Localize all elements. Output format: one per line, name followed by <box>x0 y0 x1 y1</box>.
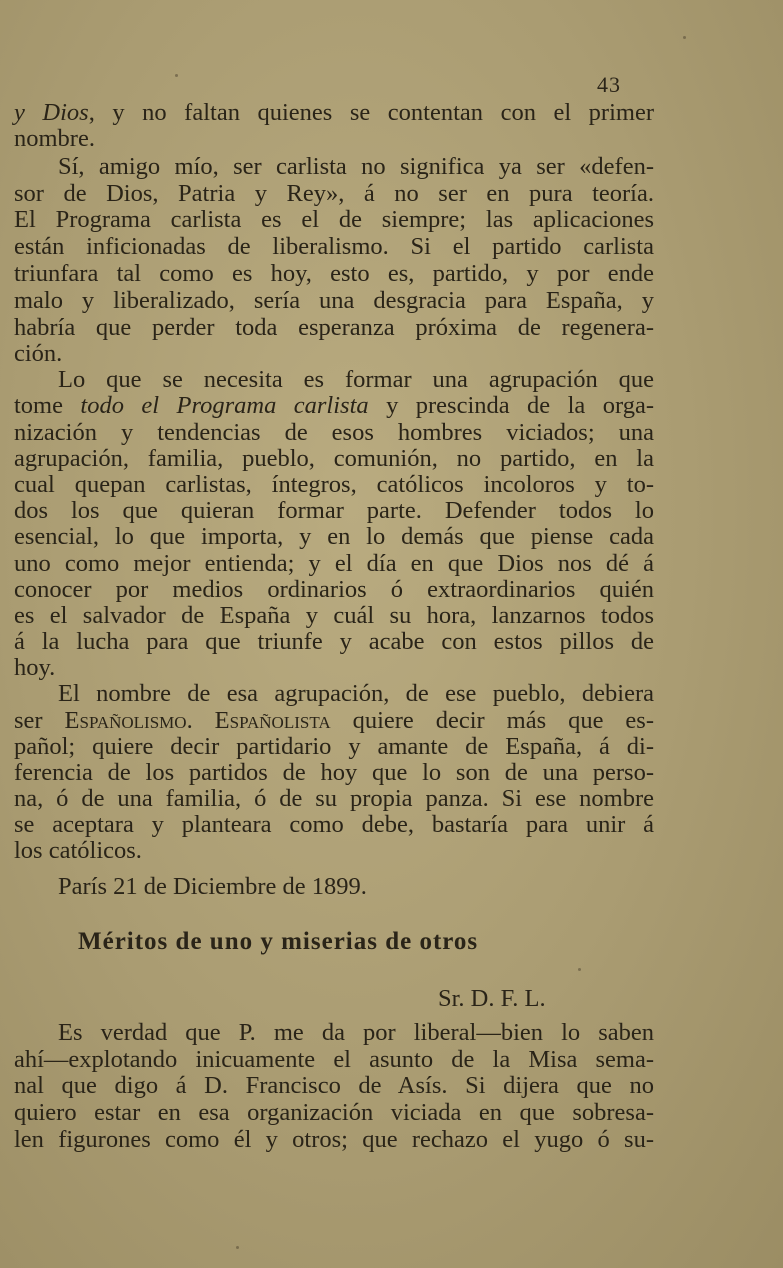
paper-speck <box>175 74 178 77</box>
text-line: ción. <box>14 340 63 367</box>
text-line: El Programa carlista es el de siempre; las aplicaciones <box>14 206 654 233</box>
text-line: y Dios, y no faltan quienes se contentan con el primer <box>14 99 654 126</box>
text-line: habría que perder toda esperanza próxima de regenera- <box>14 314 654 341</box>
text-line: nal que digo á D. Francisco de Asís. Si dijera que no <box>14 1072 654 1099</box>
text-line: dos los que quieran formar parte. Defender todos lo <box>14 497 654 524</box>
text-line: uno como mejor entienda; y el día en que Dios nos dé á <box>14 550 654 577</box>
text-line: triunfara tal como es hoy, esto es, partido, y por ende <box>14 260 654 287</box>
text-line: agrupación, familia, pueblo, comunión, no partido, en la <box>14 445 654 472</box>
text-line: conocer por medios ordinarios ó extraordinarios quién <box>14 576 654 603</box>
text-line: malo y liberalizado, sería una desgracia para España, y <box>14 287 654 314</box>
text-line: Lo que se necesita es formar una agrupación que <box>58 366 654 393</box>
text-line: nización y tendencias de esos hombres viciados; una <box>14 419 654 446</box>
text-line: quiero estar en esa organización viciada en que sobresa- <box>14 1099 654 1126</box>
section-heading: Méritos de uno y miserias de otros <box>78 928 479 955</box>
text-line: ahí—explotando inicuamente el asunto de la Misa sema- <box>14 1046 654 1073</box>
text-line: esencial, lo que importa, y en lo demás que piense cada <box>14 523 654 550</box>
text-line: cual quepan carlistas, íntegros, católicos incoloros y to- <box>14 471 654 498</box>
paper-speck <box>683 36 686 39</box>
text-line: El nombre de esa agrupación, de ese pueblo, debiera <box>58 680 654 707</box>
dateline: París 21 de Diciembre de 1899. <box>58 873 367 900</box>
text-line: se aceptara y planteara como debe, bastaría para unir á <box>14 811 654 838</box>
page-number: 43 <box>597 72 621 97</box>
text-line: Es verdad que P. me da por liberal—bien lo saben <box>58 1019 654 1046</box>
text-line: nombre. <box>14 125 95 152</box>
text-line: len figurones como él y otros; que rechazo el yugo ó su- <box>14 1126 654 1153</box>
text-line: ferencia de los partidos de hoy que lo son de una perso- <box>14 759 654 786</box>
text-line: tome todo el Programa carlista y prescinda de la orga- <box>14 392 654 419</box>
paper-speck <box>236 1246 239 1249</box>
text-line: á la lucha para que triunfe y acabe con estos pillos de <box>14 628 654 655</box>
text-line: hoy. <box>14 654 56 681</box>
text-line: ser Españolismo. Españolista quiere decir más que es- <box>14 707 654 734</box>
text-line: los católicos. <box>14 837 142 864</box>
text-line: sor de Dios, Patria y Rey», á no ser en pura teoría. <box>14 180 654 207</box>
text-line: están inficionadas de liberalismo. Si el partido carlista <box>14 233 654 260</box>
salutation: Sr. D. F. L. <box>438 985 546 1012</box>
text-line: Sí, amigo mío, ser carlista no significa ya ser «defen- <box>58 153 654 180</box>
text-line: pañol; quiere decir partidario y amante de España, á di- <box>14 733 654 760</box>
text-line: es el salvador de España y cuál su hora, lanzarnos todos <box>14 602 654 629</box>
paper-speck <box>578 968 581 971</box>
text-line: na, ó de una familia, ó de su propia panza. Si ese nombre <box>14 785 654 812</box>
